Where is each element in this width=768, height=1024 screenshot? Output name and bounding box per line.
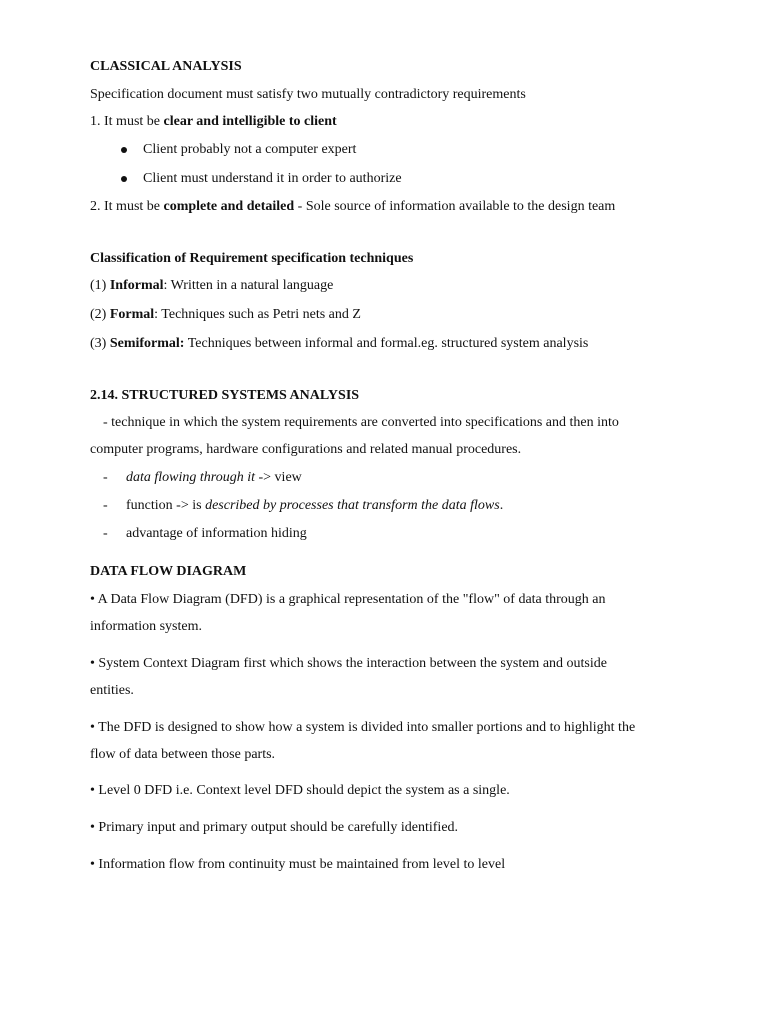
dfd-heading: DATA FLOW DIAGRAM <box>90 564 247 579</box>
requirement-1 <box>90 113 337 131</box>
ssa-item-post: . <box>499 498 504 513</box>
item-term: Semiformal: <box>109 336 185 351</box>
dfd-point-3-line-1: • The DFD is designed to show how a system is divided into smaller portions and to highlight the <box>90 720 636 735</box>
dash-marker: - <box>103 470 108 485</box>
ssa-item-italic: data flowing through it <box>126 470 255 485</box>
item-term: Formal <box>109 307 155 322</box>
classification-heading: Classification of Requirement specification techniques <box>90 251 414 266</box>
requirement-2-rest: - Sole source of information available to the design team <box>294 199 616 214</box>
dfd-point-6: • Information flow from continuity must be maintained from level to level <box>90 857 506 872</box>
dfd-point-1-line-1: • A Data Flow Diagram (DFD) is a graphical representation of the "flow" of data through an <box>90 592 606 607</box>
ssa-heading: 2.14. STRUCTURED SYSTEMS ANALYSIS <box>90 388 360 403</box>
bullet-icon <box>121 176 127 182</box>
requirement-2-bold: complete and detailed <box>163 199 295 214</box>
bullet-item: Client probably not a computer expert <box>143 142 357 157</box>
classical-analysis-heading: CLASSICAL ANALYSIS <box>90 59 242 74</box>
requirement-1-bold: clear and intelligible to client <box>163 114 337 129</box>
item-description: Techniques between informal and formal.eg. structured system analysis <box>184 336 589 351</box>
ssa-item-italic: described by processes that transform the data flows <box>205 498 500 513</box>
dfd-point-2-line-2: entities. <box>90 683 134 698</box>
item-number: (1) <box>90 278 110 293</box>
ssa-paragraph-line-2: computer programs, hardware configurations and related manual procedures. <box>90 442 522 457</box>
item-description: : Techniques such as Petri nets and Z <box>154 307 361 322</box>
dash-marker: - <box>103 526 108 541</box>
item-number: (3) <box>90 336 110 351</box>
classification-item-formal <box>90 306 361 324</box>
ssa-item-info-hiding: advantage of information hiding <box>126 526 307 541</box>
bullet-item: Client must understand it in order to authorize <box>143 171 402 186</box>
ssa-item-rest: -> view <box>255 470 302 485</box>
dfd-point-1-line-2: information system. <box>90 619 202 634</box>
dfd-point-4: • Level 0 DFD i.e. Context level DFD should depict the system as a single. <box>90 783 510 798</box>
ssa-item-data-flowing <box>126 469 302 487</box>
dfd-point-3-line-2: flow of data between those parts. <box>90 747 276 762</box>
dfd-point-2-line-1: • System Context Diagram first which shows the interaction between the system and outside <box>90 656 607 671</box>
item-term: Informal <box>109 278 164 293</box>
requirement-2 <box>90 198 615 216</box>
classical-intro: Specification document must satisfy two mutually contradictory requirements <box>90 87 526 102</box>
classification-item-semiformal <box>90 335 588 353</box>
requirement-1-prefix: 1. It must be <box>90 114 164 129</box>
ssa-paragraph-line-1: - technique in which the system requirements are converted into specifications and then into <box>103 415 619 430</box>
dash-marker: - <box>103 498 108 513</box>
item-description: : Written in a natural language <box>163 278 334 293</box>
bullet-icon <box>121 147 127 153</box>
dfd-point-5: • Primary input and primary output should be carefully identified. <box>90 820 459 835</box>
ssa-item-pre: function -> is <box>126 498 206 513</box>
item-number: (2) <box>90 307 110 322</box>
requirement-2-prefix: 2. It must be <box>90 199 164 214</box>
ssa-item-function <box>126 497 503 515</box>
classification-item-informal <box>90 277 333 295</box>
